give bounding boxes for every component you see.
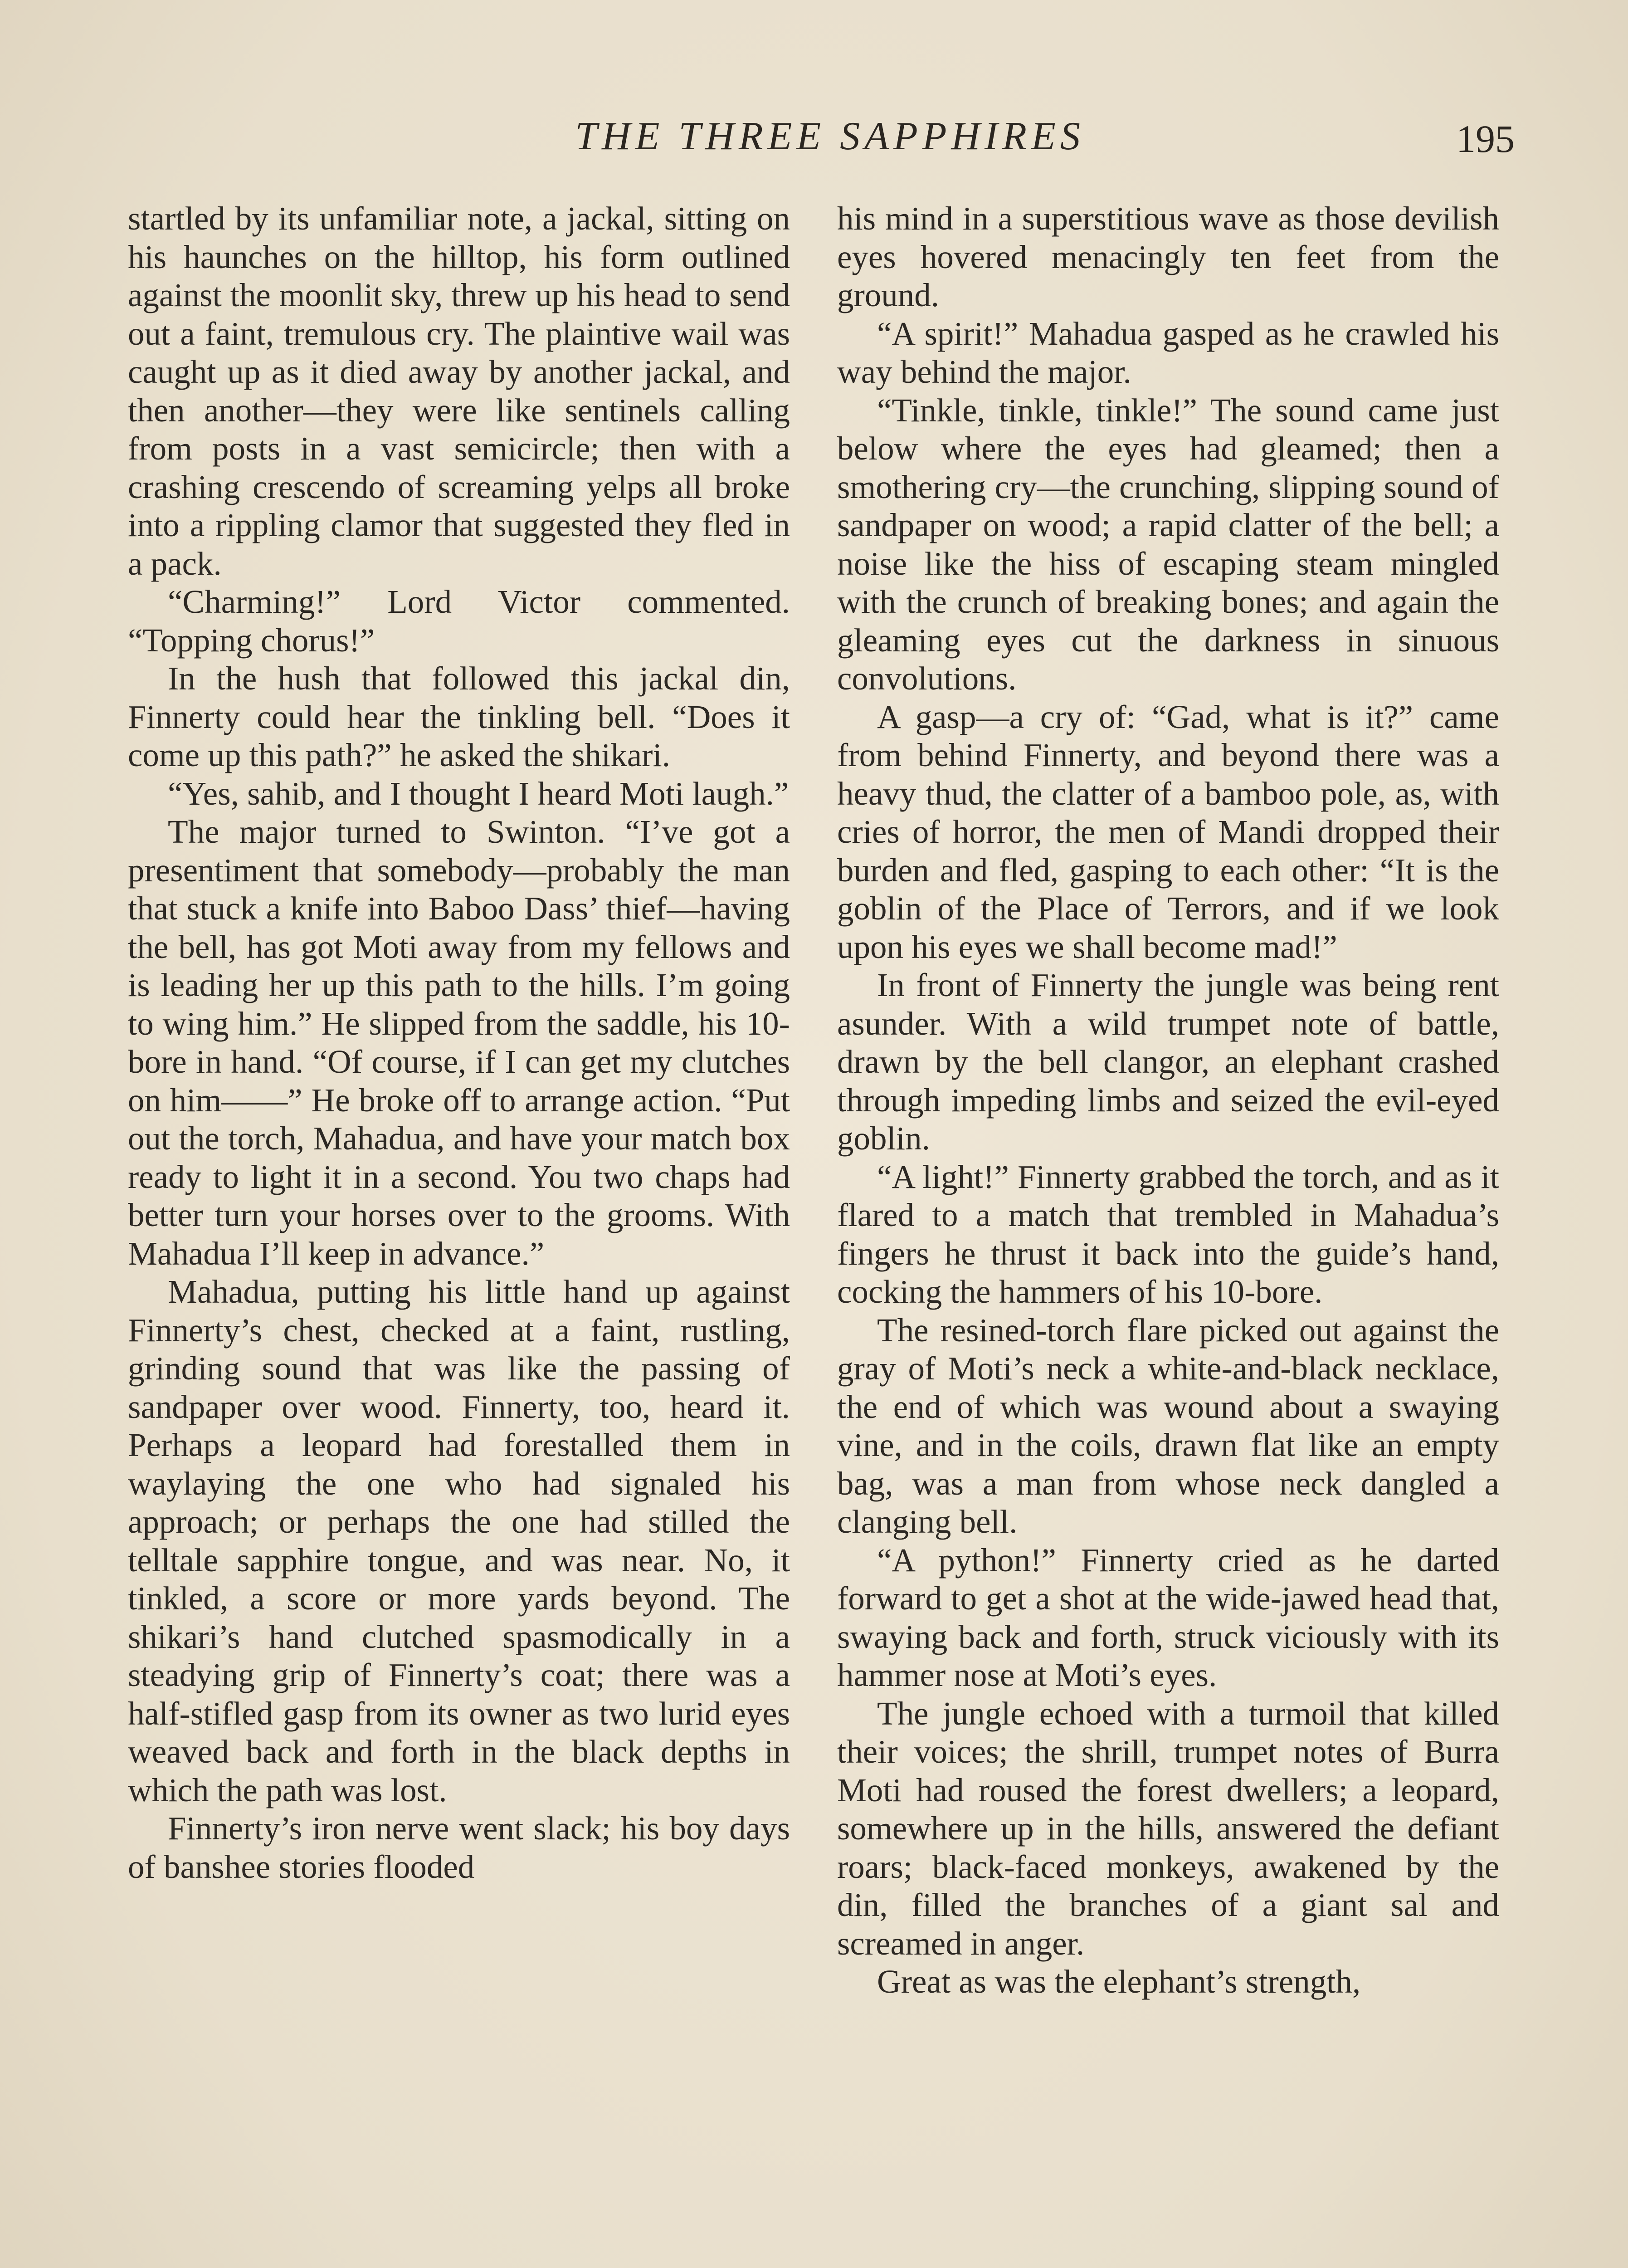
- left-column: [128, 200, 790, 1886]
- paragraph: In the hush that followed this jackal din, Finnerty could hear the tinkling bell. “Does it come up this path?” he asked the shikari.: [128, 660, 790, 773]
- paragraph: In front of Finnerty the jungle was being rent asunder. With a wild trumpet note of battle, drawn by the bell clangor, an elephant crashed through impeding limbs and seized the evil-eyed goblin.: [837, 967, 1499, 1157]
- paragraph: “A spirit!” Mahadua gasped as he crawled his way behind the major.: [837, 315, 1499, 390]
- paragraph: The major turned to Swinton. “I’ve got a presentiment that somebody—probably the man that stuck a knife into Baboo Dass’ thief—having the bell, has got Moti away from my fellows and is leading her up this path to the hills. I’m going to wing him.” He slipped from the saddle, his 10-bore in hand. “Of course, if I can get my clutches on him——” He broke off to arrange action. “Put out the torch, Mahadua, and have your match box ready to light it in a second. You two chaps had better turn your horses over to the grooms. With Mahadua I’ll keep in advance.”: [128, 813, 790, 1272]
- paragraph: his mind in a superstitious wave as those devilish eyes hovered menacingly ten feet from the ground.: [837, 200, 1499, 313]
- paragraph: The jungle echoed with a turmoil that killed their voices; the shrill, trumpet notes of Burra Moti had roused the forest dwellers; a leopard, somewhere up in the hills, answered the defiant roars; black-faced monkeys, awakened by the din, filled the branches of a giant sal and screamed in anger.: [837, 1695, 1499, 1962]
- paragraph: Finnerty’s iron nerve went slack; his boy days of banshee stories flooded: [128, 1810, 790, 1885]
- running-head: [0, 104, 1628, 177]
- paragraph: “Tinkle, tinkle, tinkle!” The sound came just below where the eyes had gleamed; then a smothering cry—the crunching, slipping sound of sandpaper on wood; a rapid clatter of the bell; a noise like the hiss of escaping steam mingled with the crunch of breaking bones; and again the gleaming eyes cut the darkness in sinuous convolutions.: [837, 391, 1499, 697]
- paragraph: “A light!” Finnerty grabbed the torch, and as it flared to a match that trembled in Mahadua’s fingers he thrust it back into the guide’s hand, cocking the hammers of his 10-bore.: [837, 1158, 1499, 1310]
- paragraph: “A python!” Finnerty cried as he darted forward to get a shot at the wide-jawed head that, swaying back and forth, struck viciously with its hammer nose at Moti’s eyes.: [837, 1541, 1499, 1693]
- paragraph: Great as was the elephant’s strength,: [877, 1963, 1361, 2000]
- right-column: [837, 200, 1499, 2001]
- page-number: 195: [1456, 117, 1515, 161]
- paragraph: “Yes, sahib, and I thought I heard Moti laugh.”: [168, 775, 789, 812]
- paragraph: Mahadua, putting his little hand up against Finnerty’s chest, checked at a faint, rustling, grinding sound that was like the passing of sandpaper over wood. Finnerty, too, heard it. Perhaps a leopard had forestalled them in waylaying the one who had signaled his approach; or perhaps the one had stilled the telltale sapphire tongue, and was near. No, it tinkled, a score or more yards beyond. The shikari’s hand clutched spasmodically in a steadying grip of Finnerty’s coat; there was a half-stifled gasp from its owner as two lurid eyes weaved back and forth in the black depths in which the path was lost.: [128, 1273, 790, 1809]
- running-title: THE THREE SAPPHIRES: [575, 114, 1085, 158]
- paragraph: “Charming!” Lord Victor commented. “Topping chorus!”: [128, 583, 790, 659]
- paragraph: A gasp—a cry of: “Gad, what is it?” came from behind Finnerty, and beyond there was a heavy thud, the clatter of a bamboo pole, as, with cries of horror, the men of Mandi dropped their burden and fled, gasping to each other: “It is the goblin of the Place of Terrors, and if we look upon his eyes we shall become mad!”: [837, 698, 1499, 965]
- paragraph: The resined-torch flare picked out against the gray of Moti’s neck a white-and-black necklace, the end of which was wound about a swaying vine, and in the coils, drawn flat like an empty bag, was a man from whose neck dangled a clanging bell.: [837, 1311, 1499, 1540]
- paragraph: startled by its unfamiliar note, a jackal, sitting on his haunches on the hilltop, his form outlined against the moonlit sky, threw up his head to send out a faint, tremulous cry. The plaintive wail was caught up as it died away by another jackal, and then another—they were like sentinels calling from posts in a vast semicircle; then with a crashing crescendo of screaming yelps all broke into a rippling clamor that suggested they fled in a pack.: [128, 200, 790, 582]
